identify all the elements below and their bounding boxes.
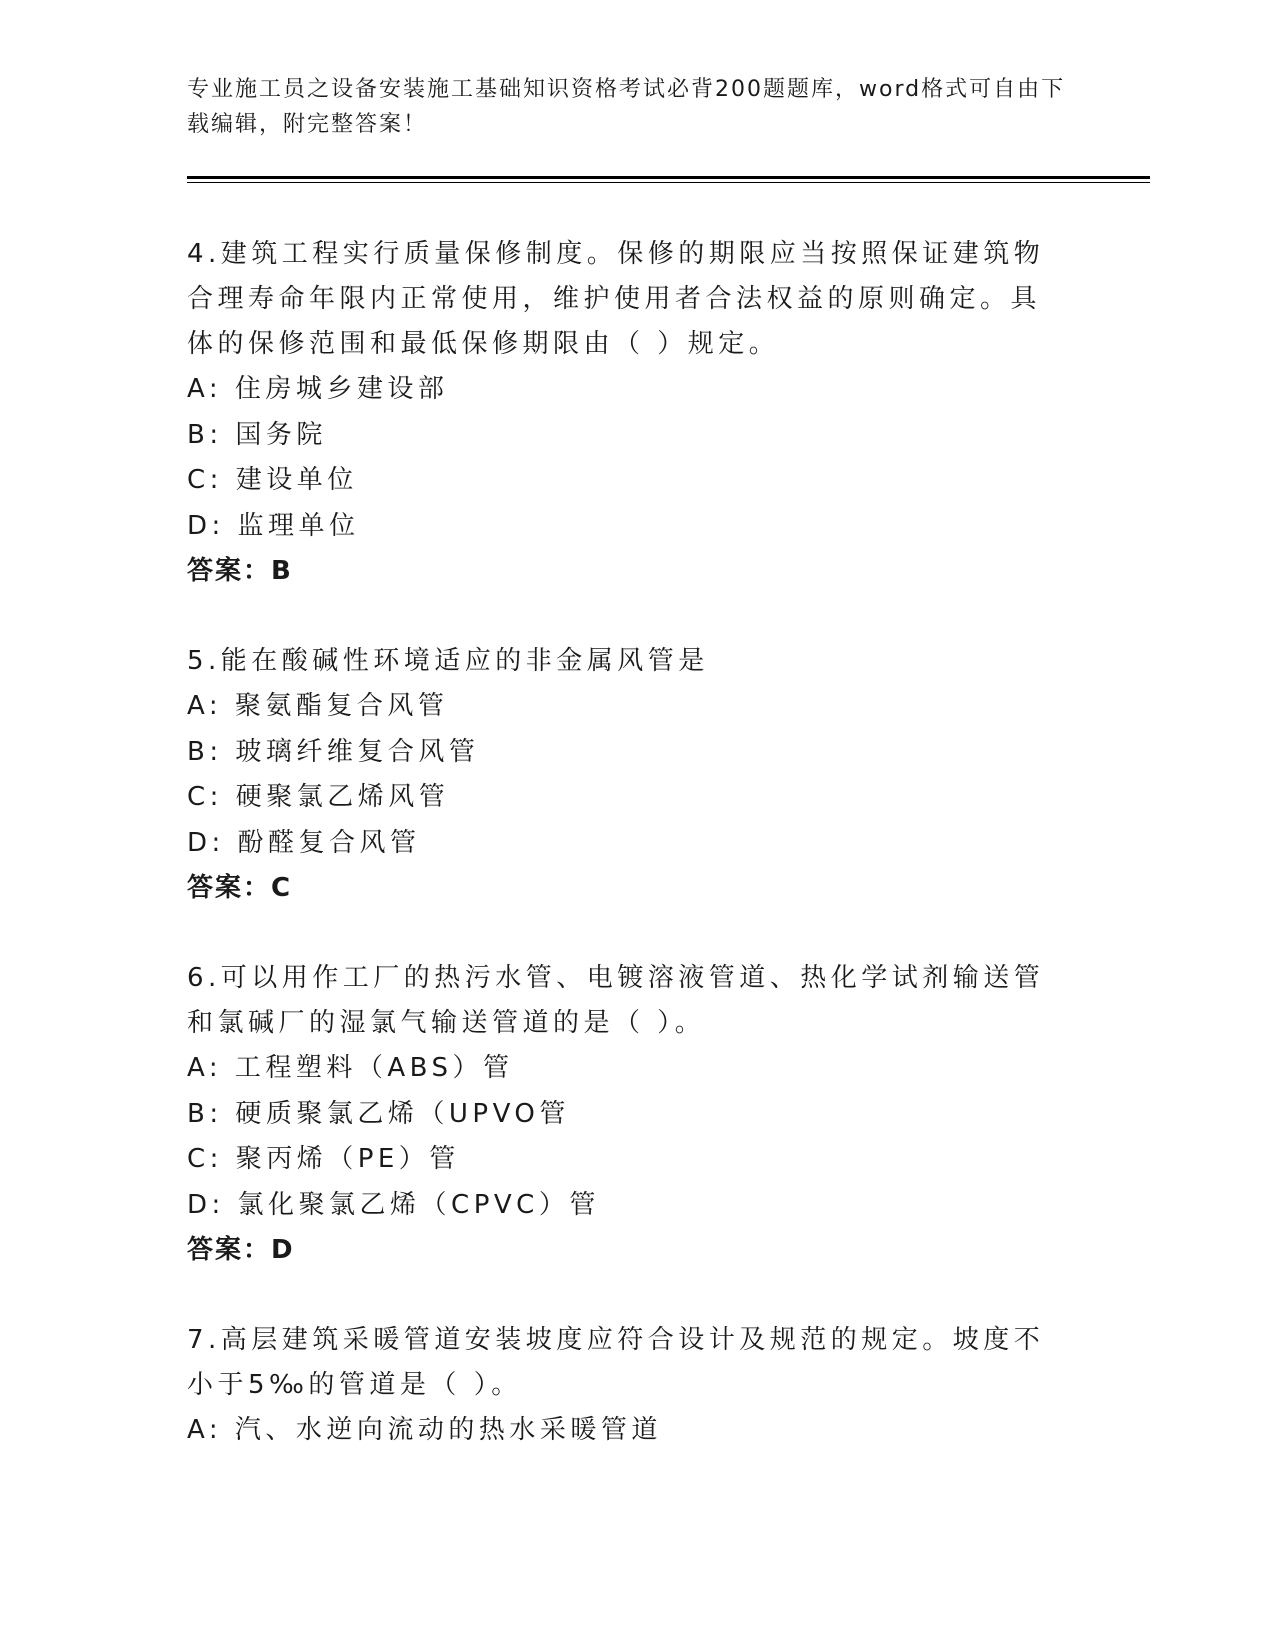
header-divider-thin: [187, 182, 1150, 183]
option-a: [187, 1046, 1067, 1092]
question-5: [187, 639, 1067, 911]
option-label: B:: [187, 736, 223, 767]
option-d: [187, 504, 1067, 550]
option-text: 建设单位: [235, 465, 358, 495]
option-text: 汽、水逆向流动的热水采暖管道: [234, 1415, 662, 1445]
option-a: [187, 1408, 1067, 1454]
option-a: [187, 684, 1067, 730]
option-label: A:: [187, 1415, 223, 1445]
option-label: D:: [187, 510, 225, 541]
option-d: [187, 1183, 1067, 1229]
question-4: [187, 232, 1067, 594]
option-text: 聚氨酯复合风管: [234, 691, 449, 721]
option-text: 硬聚氯乙烯风管: [235, 782, 450, 812]
header-divider-thick: [187, 176, 1150, 179]
option-text: 国务院: [235, 419, 327, 450]
option-label: A:: [187, 1053, 223, 1083]
option-label: C:: [187, 465, 223, 495]
option-b: [187, 413, 1067, 459]
option-label: B:: [187, 1098, 223, 1129]
option-label: D:: [187, 1189, 225, 1220]
option-label: D:: [187, 827, 225, 858]
option-text: 玻璃纤维复合风管: [235, 736, 480, 767]
option-b: [187, 730, 1067, 776]
option-text: 硬质聚氯乙烯（UPVO管: [235, 1098, 570, 1129]
option-c: [187, 1137, 1067, 1183]
question-stem: 5.能在酸碱性环境适应的非金属风管是: [187, 646, 709, 676]
question-6: [187, 956, 1067, 1273]
question-list: [187, 232, 1067, 1499]
option-label: A:: [187, 374, 223, 404]
option-text: 监理单位: [237, 510, 360, 541]
option-text: 氯化聚氯乙烯（CPVC）管: [237, 1189, 600, 1220]
option-d: [187, 821, 1067, 867]
question-stem: 4.建筑工程实行质量保修制度。保修的期限应当按照保证建筑物合理寿命年限内正常使用，维护使用者合法权益的原则确定。具体的保修范围和最低保修期限由（ ）规定。: [187, 239, 1045, 359]
option-text: 住房城乡建设部: [234, 374, 449, 404]
answer-line: 答案：B: [187, 556, 293, 586]
option-text: 工程塑料（ABS）管: [234, 1053, 514, 1083]
question-stem: 7.高层建筑采暖管道安装坡度应符合设计及规范的规定。坡度不小于5‰的管道是（ ）。: [187, 1325, 1045, 1400]
option-a: [187, 367, 1067, 413]
option-c: [187, 775, 1067, 821]
document-header: 专业施工员之设备安装施工基础知识资格考试必背200题题库，word格式可自由下载编辑，附完整答案！: [187, 77, 1066, 137]
option-label: A:: [187, 691, 223, 721]
question-7: [187, 1318, 1067, 1454]
option-label: B:: [187, 419, 223, 450]
answer-line: 答案：C: [187, 873, 293, 903]
question-stem: 6.可以用作工厂的热污水管、电镀溶液管道、热化学试剂输送管和氯碱厂的湿氯气输送管道的是（ ）。: [187, 963, 1045, 1038]
option-label: C:: [187, 1144, 223, 1174]
answer-line: 答案：D: [187, 1235, 295, 1265]
option-b: [187, 1092, 1067, 1138]
option-text: 聚丙烯（PE）管: [235, 1144, 460, 1174]
option-label: C:: [187, 782, 223, 812]
option-c: [187, 458, 1067, 504]
option-text: 酚醛复合风管: [237, 827, 421, 858]
